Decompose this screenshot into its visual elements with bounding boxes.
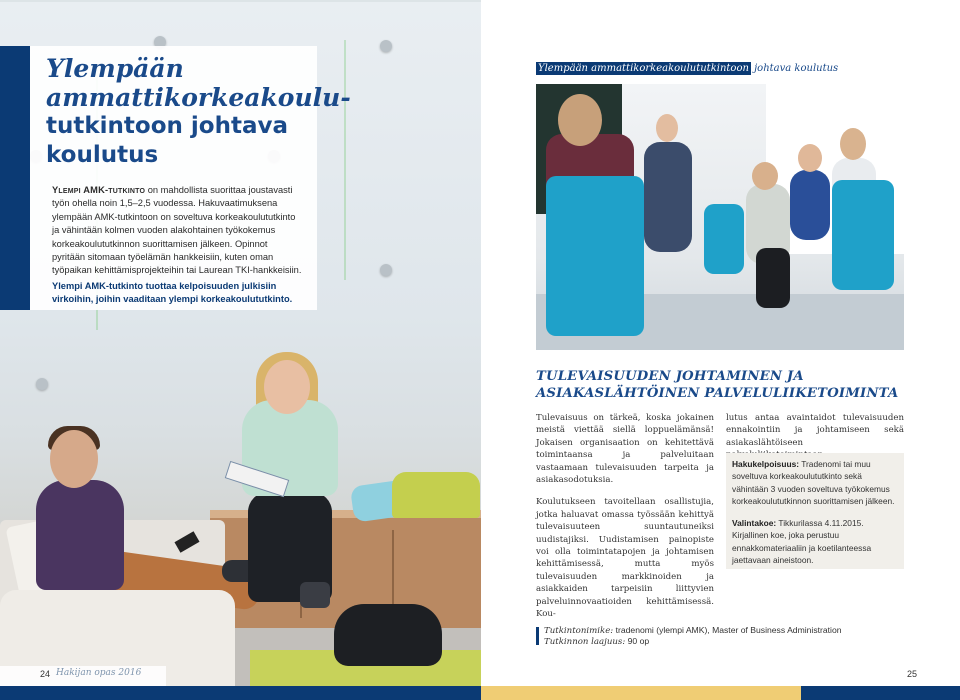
body-column-1 bbox=[536, 412, 714, 631]
bag bbox=[334, 604, 442, 666]
page-number-right: 25 bbox=[907, 669, 918, 679]
degree-title: Tutkintonimike: tradenomi (ylempi AMK), Master of Business Administration bbox=[544, 625, 842, 636]
paragraph: lutus antaa avaintaidot tulevaisuuden ennakointiin ja johtamiseen sekä asiakaslähtöiseen bbox=[726, 413, 904, 448]
page-number-left: 24 bbox=[40, 669, 51, 679]
footer-text: Hakijan opas 2016 bbox=[56, 668, 142, 678]
paragraph: Tulevaisuus on tärkeä, koska jokainen meistä viettää siellä loppuelämänsä! Jokaisen organisaation on kehitettävä toimintaansa ja palveluitaan vastaamaan tulevaisuuden tarpeita ja asiakasodotuksia. bbox=[536, 413, 714, 486]
eligibility-label: Hakukelpoisuus: bbox=[732, 459, 800, 469]
intro-lead: Ylempi AMK-tutkinto bbox=[52, 185, 146, 195]
woman-head bbox=[264, 360, 310, 414]
eligibility-text: Hakukelpoisuus: Tradenomi tai muu soveltuva korkeakoulututkinto sekä vähintään 3 vuoden soveltuva työkokemus korkeakoulututkinnon suorittamisen jälkeen. bbox=[732, 459, 895, 507]
degree-accent-bar bbox=[536, 627, 539, 645]
accent-bar bbox=[0, 46, 30, 310]
intro-text: Ylempi AMK-tutkinto on mahdollista suorittaa joustavasti työn ohella noin 1,5–2,5 vuodessa. Hakuvaatimuksena ylempään AMK-tutkintoon on soveltuva korkeakoulututkinto ja vähintään kolmen vuoden alakohtainen työkokemus korkeakoulututkinnon suorittamisen jälkeen. Opinnot pyritään sitomaan työelämän hankkeisiin, kuten oman työpaikan kehittämisprojekteihin tai Laurean TKI-hankkeisiin. bbox=[52, 185, 302, 276]
paragraph: Koulutukseen tavoitellaan osallistujia, jotka haluavat omassa työssään kehittyä tulevaisuuteen suuntautuneiksi uudistajiksi. Uudistamisen painopiste voi olla toimintatapojen ja johtamisen kehittämisessä, mutta myös tulevaisuuden markkinoiden ja asiakkaiden tarpeisiin liittyvien palveluinnovaatioiden kehittämisessä. Kou- bbox=[536, 497, 714, 620]
classroom-photo bbox=[536, 84, 904, 350]
intro-bold-text: Ylempi AMK-tutkinto tuottaa kelpoisuuden julkisiin virkoihin, joihin vaaditaan ylempi korkeakoulututkinto. bbox=[52, 281, 293, 305]
green-pillow bbox=[392, 472, 480, 518]
bottom-bar-left bbox=[0, 686, 481, 700]
degree-scope: Tutkinnon laajuus: 90 op bbox=[544, 636, 650, 647]
entrance-exam-text: Valintakoe: Tikkurilassa 4.11.2015. Kirjallinen koe, joka perustuu ennakkomateriaaliin ja koetilanteessa jaettavaan aineistoon. bbox=[732, 518, 872, 566]
page-title: Ylempään ammattikorkeakoulu- tutkintoon johtava koulutus bbox=[46, 54, 351, 168]
bottom-bar-yellow bbox=[481, 686, 801, 700]
man-figure bbox=[36, 480, 124, 590]
man-head bbox=[50, 430, 98, 488]
caption-tag: Ylempään ammattikorkeakoulututkintoon johtava koulutus bbox=[538, 63, 839, 74]
section-title: TULEVAISUUDEN JOHTAMINEN JA ASIAKASLÄHTÖINEN PALVELULIIKETOIMINTA bbox=[536, 369, 899, 401]
bottom-bar-navy bbox=[801, 686, 960, 700]
entrance-exam-label: Valintakoe: bbox=[732, 518, 777, 528]
